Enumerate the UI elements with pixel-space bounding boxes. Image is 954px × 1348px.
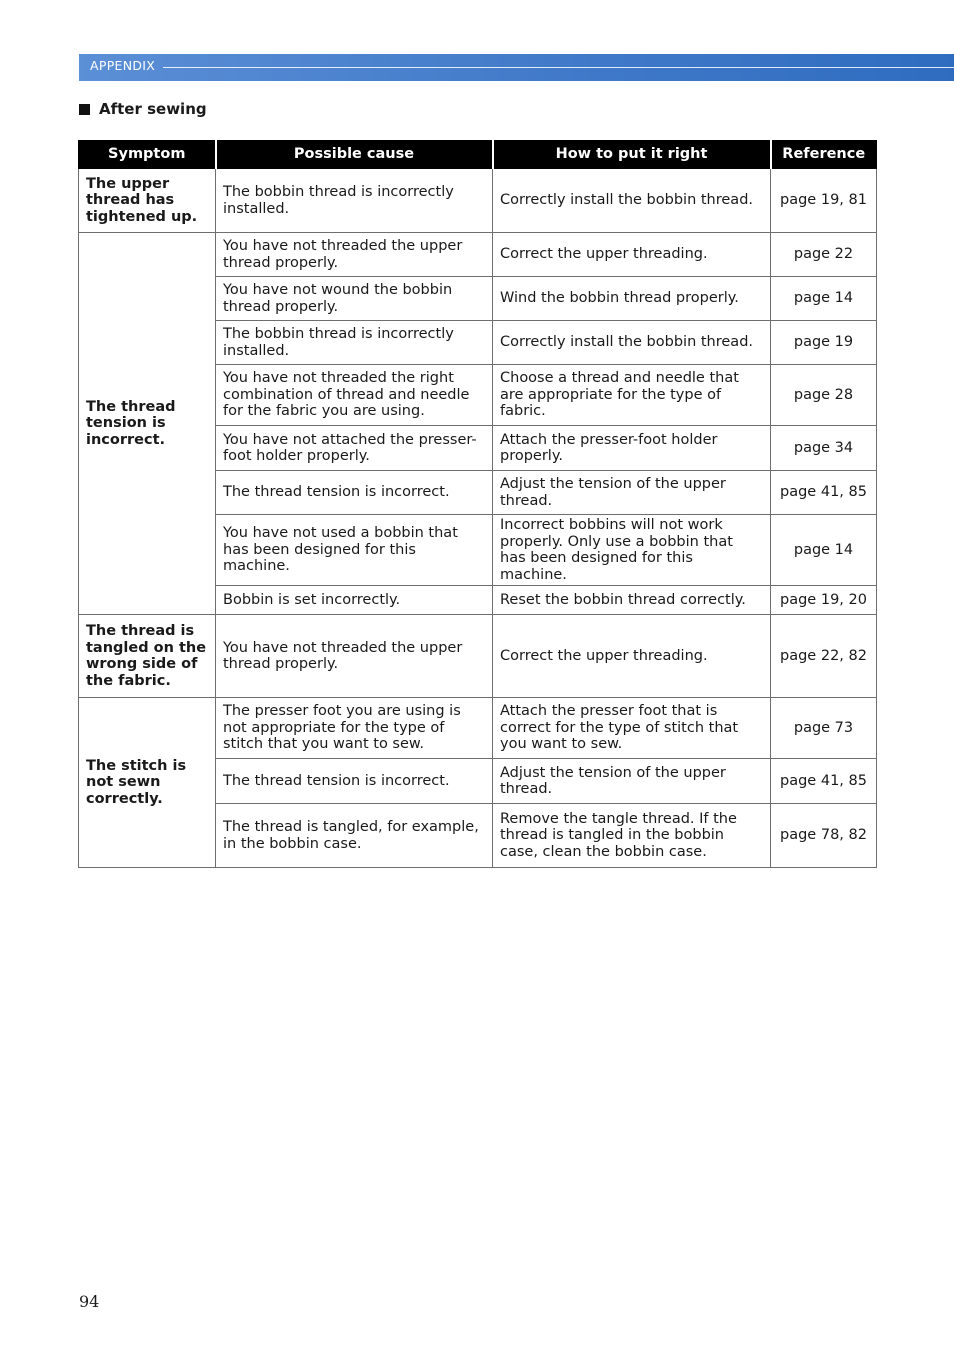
table-row xyxy=(79,169,877,233)
fix-cell: Adjust the tension of the upper thread. xyxy=(493,471,771,515)
reference-cell: page 73 xyxy=(771,698,877,759)
cause-cell: The bobbin thread is incorrectly installed. xyxy=(216,169,493,233)
cause-cell: Bobbin is set incorrectly. xyxy=(216,586,493,615)
header-rule xyxy=(163,67,954,68)
reference-cell: page 14 xyxy=(771,515,877,586)
header-symptom: Symptom xyxy=(79,141,216,169)
cause-cell: The thread tension is incorrect. xyxy=(216,471,493,515)
cause-cell: You have not wound the bobbin thread properly. xyxy=(216,277,493,321)
header-fix: How to put it right xyxy=(493,141,771,169)
troubleshooting-table xyxy=(78,140,877,868)
appendix-label: APPENDIX xyxy=(90,58,156,73)
cause-cell: The bobbin thread is incorrectly installed. xyxy=(216,321,493,365)
fix-cell: Correctly install the bobbin thread. xyxy=(493,321,771,365)
fix-cell: Correct the upper threading. xyxy=(493,615,771,698)
reference-cell: page 28 xyxy=(771,365,877,426)
reference-cell: page 19 xyxy=(771,321,877,365)
fix-cell: Attach the presser foot that is correct for the type of stitch that you want to sew. xyxy=(493,698,771,759)
appendix-header-bar xyxy=(79,54,954,81)
fix-cell: Reset the bobbin thread correctly. xyxy=(493,586,771,615)
fix-cell: Correct the upper threading. xyxy=(493,233,771,277)
header-reference: Reference xyxy=(771,141,877,169)
cause-cell: You have not attached the presser-foot holder properly. xyxy=(216,426,493,471)
fix-cell: Attach the presser-foot holder properly. xyxy=(493,426,771,471)
fix-cell: Remove the tangle thread. If the thread is tangled in the bobbin case, clean the bobbin case. xyxy=(493,804,771,868)
header-cause: Possible cause xyxy=(216,141,493,169)
fix-cell: Wind the bobbin thread properly. xyxy=(493,277,771,321)
reference-cell: page 22 xyxy=(771,233,877,277)
reference-cell: page 22, 82 xyxy=(771,615,877,698)
cause-cell: The presser foot you are using is not appropriate for the type of stitch that you want to sew. xyxy=(216,698,493,759)
cause-cell: The thread is tangled, for example, in the bobbin case. xyxy=(216,804,493,868)
cause-cell: You have not threaded the upper thread properly. xyxy=(216,233,493,277)
table-header-row xyxy=(79,141,877,169)
reference-cell: page 34 xyxy=(771,426,877,471)
symptom-cell: The stitch is not sewn correctly. xyxy=(79,698,216,868)
page-number: 94 xyxy=(79,1292,100,1311)
reference-cell: page 41, 85 xyxy=(771,471,877,515)
table-row xyxy=(79,233,877,277)
reference-cell: page 14 xyxy=(771,277,877,321)
fix-cell: Incorrect bobbins will not work properly. Only use a bobbin that has been designed for this machine. xyxy=(493,515,771,586)
fix-cell: Choose a thread and needle that are appropriate for the type of fabric. xyxy=(493,365,771,426)
cause-cell: The thread tension is incorrect. xyxy=(216,759,493,804)
fix-cell: Adjust the tension of the upper thread. xyxy=(493,759,771,804)
table-body xyxy=(79,169,877,868)
reference-cell: page 19, 20 xyxy=(771,586,877,615)
symptom-cell: The thread is tangled on the wrong side of the fabric. xyxy=(79,615,216,698)
table-row xyxy=(79,698,877,759)
symptom-cell: The thread tension is incorrect. xyxy=(79,233,216,615)
fix-cell: Correctly install the bobbin thread. xyxy=(493,169,771,233)
cause-cell: You have not used a bobbin that has been designed for this machine. xyxy=(216,515,493,586)
section-heading xyxy=(79,100,207,118)
reference-cell: page 19, 81 xyxy=(771,169,877,233)
cause-cell: You have not threaded the right combination of thread and needle for the fabric you are using. xyxy=(216,365,493,426)
symptom-cell: The upper thread has tightened up. xyxy=(79,169,216,233)
section-title: After sewing xyxy=(99,100,207,118)
square-bullet-icon xyxy=(79,104,90,115)
cause-cell: You have not threaded the upper thread properly. xyxy=(216,615,493,698)
reference-cell: page 41, 85 xyxy=(771,759,877,804)
reference-cell: page 78, 82 xyxy=(771,804,877,868)
table-row xyxy=(79,615,877,698)
